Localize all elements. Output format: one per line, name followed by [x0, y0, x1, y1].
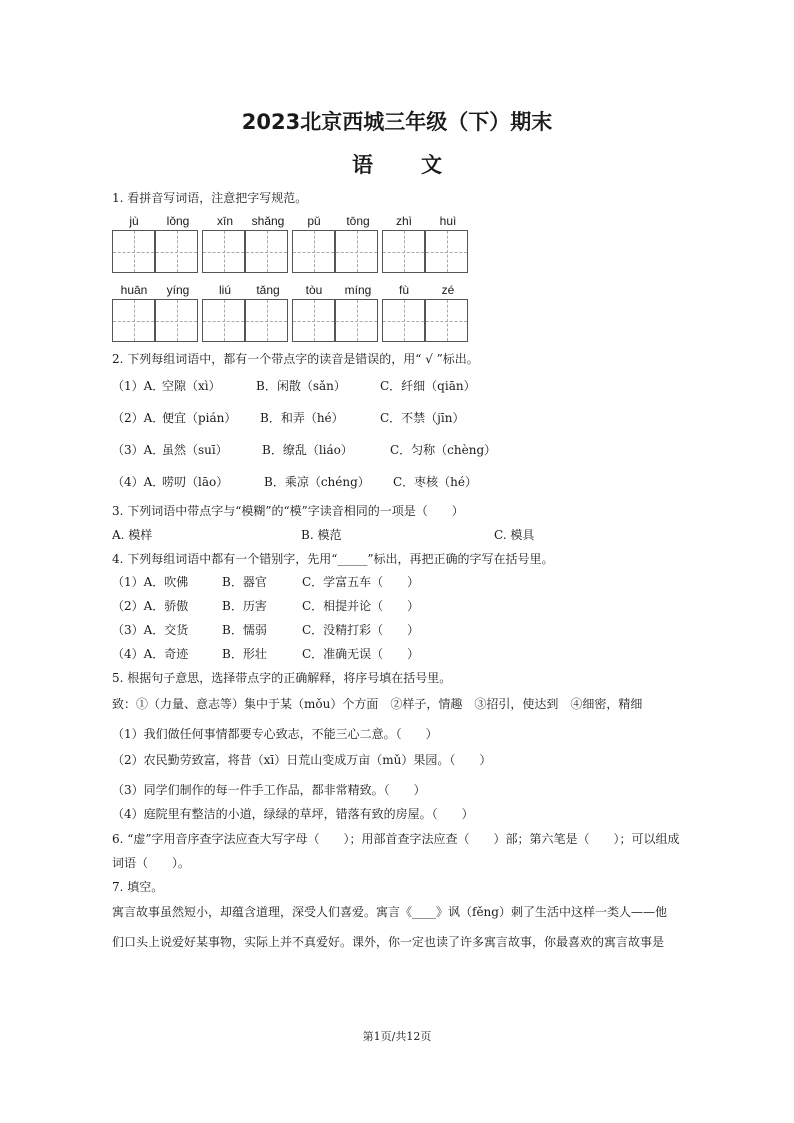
q2-item-1-num: （1）A．: [112, 379, 165, 393]
q2-item-4-b: B．乘凉（chéng）: [264, 475, 370, 489]
writing-box[interactable]: [335, 299, 378, 342]
writing-box[interactable]: [112, 230, 155, 273]
writing-box[interactable]: [112, 299, 155, 342]
writing-box[interactable]: [245, 299, 288, 342]
subject-char-1: 语: [352, 153, 373, 177]
pinyin: liú: [218, 283, 231, 297]
q4-item-4-a: （4）A．奇迹: [112, 647, 189, 661]
pinyin: pǔ: [307, 214, 321, 228]
q2-item-1-c: C．纤细（qiān）: [380, 379, 476, 393]
writing-box[interactable]: [202, 299, 245, 342]
writing-box[interactable]: [335, 230, 378, 273]
writing-box[interactable]: [425, 299, 468, 342]
subject-title: [0, 149, 794, 179]
q2-item-1-b: B．闲散（sǎn）: [256, 379, 346, 393]
q2-item-2-c: C．不禁（jīn）: [380, 411, 465, 425]
q2-item-3-a: 虽然（suī）: [162, 443, 228, 457]
pinyin: fù: [398, 283, 409, 297]
q2-item-4-a: 唠叨（lāo）: [162, 475, 229, 489]
writing-box[interactable]: [382, 230, 425, 273]
pinyin: lǒng: [166, 214, 190, 228]
q2-item-4-num: （4）A．: [112, 475, 165, 489]
q7-prompt: 7. 填空。: [112, 880, 164, 894]
writing-box[interactable]: [245, 230, 288, 273]
page-title: 2023北京西城三年级（下）期末: [241, 110, 553, 134]
q5-definitions: 致：①（力量、意志等）集中于某（mǒu）个方面 ②样子，情趣 ③招引，使达到 ④细密，精细: [112, 697, 643, 711]
subject-char-2: 文: [421, 153, 442, 177]
pinyin: huì: [439, 214, 457, 228]
writing-box[interactable]: [292, 230, 335, 273]
q4-item-3-a: （3）A．交货: [112, 623, 189, 637]
q4-item-1-a: （1）A．吹佛: [112, 575, 189, 589]
pinyin: zé: [441, 283, 455, 297]
pinyin: míng: [344, 283, 372, 297]
pinyin: tòu: [305, 283, 323, 297]
pinyin: huān: [120, 283, 148, 297]
q2-prompt: 2. 下列每组词语中，都有一个带点字的读音是错误的，用“ √ ”标出。: [112, 352, 479, 366]
q4-item-2-c: C．相提并论（ ）: [302, 599, 420, 613]
q4-item-1-b: B．器官: [222, 575, 267, 589]
q4-item-1-c: C．学富五车（ ）: [302, 575, 420, 589]
q2-item-3-b: B．缭乱（liáo）: [262, 443, 353, 457]
q7-line-1: 寓言故事虽然短小，却蕴含道理，深受人们喜爱。寓言《____》讽（fěng）刺了生活中这样一类人——他: [112, 905, 667, 919]
q4-prompt: 4. 下列每组词语中都有一个错别字，先用“_____”标出，再把正确的字写在括号里。: [112, 552, 554, 566]
pinyin: shǎng: [251, 214, 285, 228]
pinyin: jù: [129, 214, 139, 228]
q1-prompt: 1. 看拼音写词语，注意把字写规范。: [112, 191, 308, 205]
page-number: 第1页/共12页: [362, 1030, 432, 1043]
q4-item-4-c: C．准确无误（ ）: [302, 647, 420, 661]
q4-item-2-a: （2）A．骄傲: [112, 599, 189, 613]
q3-option-b[interactable]: B. 模范: [301, 528, 342, 542]
pinyin: yíng: [166, 283, 190, 297]
q6-line-2: 词语（ ）。: [112, 856, 191, 870]
q2-item-1-a: 空隙（xì）: [162, 379, 221, 393]
writing-box[interactable]: [292, 299, 335, 342]
pinyin: tǎng: [256, 283, 280, 297]
q2-item-3-num: （3）A．: [112, 443, 165, 457]
q5-item-2: （2）农民勤劳致富，将昔（xī）日荒山变成万亩（mǔ）果园。（ ）: [112, 753, 492, 767]
q3-prompt: 3. 下列词语中带点字与“模糊”的“模”字读音相同的一项是（ ）: [112, 504, 464, 518]
q3-option-c[interactable]: C. 模具: [494, 528, 535, 542]
q4-item-3-c: C．没精打彩（ ）: [302, 623, 420, 637]
writing-box[interactable]: [382, 299, 425, 342]
q4-item-2-b: B．历害: [222, 599, 267, 613]
q3-option-a[interactable]: A. 模样: [112, 528, 153, 542]
q2-item-2-b: B．和弄（hé）: [260, 411, 344, 425]
q2-item-2-a: 便宜（pián）: [162, 411, 237, 425]
q5-item-1: （1）我们做任何事情都要专心致志，不能三心二意。（ ）: [112, 727, 438, 741]
q2-item-3-c: C．匀称（chèng）: [390, 443, 497, 457]
q2-item-4-c: C．枣核（hé）: [393, 475, 478, 489]
writing-box[interactable]: [155, 299, 198, 342]
q5-prompt: 5. 根据句子意思，选择带点字的正确解释，将序号填在括号里。: [112, 671, 452, 685]
q5-item-3: （3）同学们制作的每一件手工作品，都非常精致。（ ）: [112, 783, 426, 797]
pinyin: xīn: [216, 214, 233, 228]
writing-box[interactable]: [425, 230, 468, 273]
q2-item-2-num: （2）A．: [112, 411, 165, 425]
q4-item-3-b: B．懦弱: [222, 623, 267, 637]
writing-box[interactable]: [155, 230, 198, 273]
pinyin: tōng: [346, 214, 370, 228]
q4-item-4-b: B．形壮: [222, 647, 267, 661]
q6-line-1: 6. “虚”字用音序查字法应查大写字母（ ）；用部首查字法应查（ ）部；第六笔是（ ）；可以组成: [112, 832, 680, 846]
q5-item-4: （4）庭院里有整洁的小道，绿绿的草坪，错落有致的房屋。（ ）: [112, 807, 474, 821]
writing-box[interactable]: [202, 230, 245, 273]
q7-line-2: 们口头上说爱好某事物，实际上并不真爱好。课外，你一定也读了许多寓言故事，你最喜欢的寓言故事是: [112, 935, 665, 949]
pinyin: zhì: [395, 214, 412, 228]
